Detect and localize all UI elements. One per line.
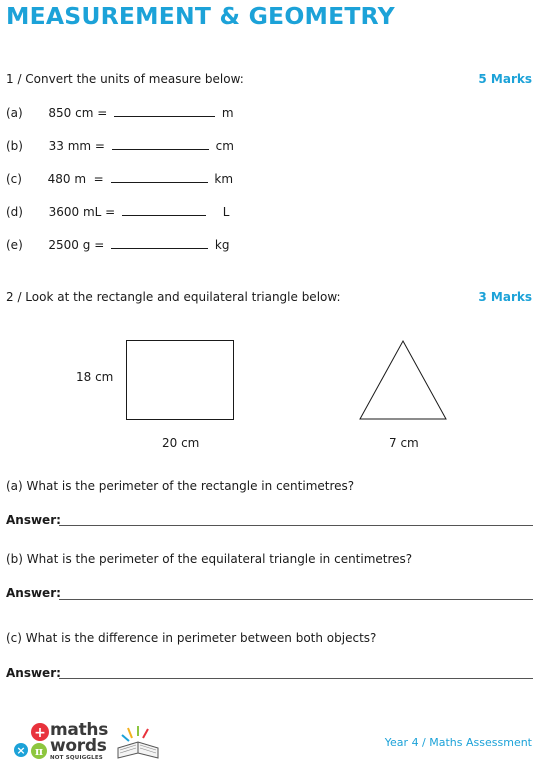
rectangle-height-label: 18 cm	[76, 370, 114, 384]
answer-label-c: Answer:	[6, 666, 61, 680]
maths-words-logo	[10, 722, 160, 764]
svg-text:+: +	[34, 725, 46, 741]
sub-question-c: (c) What is the difference in perimeter between both objects?	[6, 631, 377, 645]
item-expression: 2500 g =	[48, 238, 105, 252]
answer-label-a: Answer:	[6, 513, 61, 527]
conversion-row-d	[6, 204, 229, 219]
sub-question-a: (a) What is the perimeter of the rectangle in centimetres?	[6, 479, 355, 493]
rectangle-width-label: 20 cm	[162, 436, 200, 450]
item-unit: cm	[215, 139, 234, 153]
item-label: (e)	[6, 238, 23, 252]
rectangle-shape	[127, 341, 234, 420]
item-label: (d)	[6, 205, 23, 219]
item-expression: 850 cm =	[48, 106, 108, 120]
answer-blank[interactable]	[111, 237, 208, 249]
conversion-row-c	[6, 171, 233, 186]
answer-line-b[interactable]	[59, 599, 533, 600]
page-title: MEASUREMENT & GEOMETRY	[6, 2, 395, 30]
item-label: (a)	[6, 106, 23, 120]
answer-line-a[interactable]	[59, 525, 533, 526]
item-label: (c)	[6, 172, 22, 186]
question-2-marks: 3 Marks	[478, 290, 532, 304]
answer-blank[interactable]	[122, 204, 206, 216]
question-1-prompt: 1 / Convert the units of measure below:	[6, 72, 244, 86]
answer-blank[interactable]	[114, 105, 215, 117]
footer-assessment-label: Year 4 / Maths Assessment	[384, 736, 532, 749]
equilateral-triangle-shape	[360, 341, 446, 419]
conversion-row-e	[6, 237, 229, 252]
answer-blank[interactable]	[111, 171, 208, 183]
svg-text:π: π	[34, 745, 44, 758]
open-book-icon	[114, 726, 162, 762]
logo-tagline: NOT SQUIGGLES	[50, 755, 103, 761]
item-unit: L	[222, 205, 230, 219]
svg-text:×: ×	[16, 744, 26, 757]
question-2-prompt: 2 / Look at the rectangle and equilateral triangle below:	[6, 290, 341, 304]
item-expression: 3600 mL =	[48, 205, 116, 219]
triangle-side-label: 7 cm	[389, 436, 419, 450]
answer-label-b: Answer:	[6, 586, 61, 600]
item-label: (b)	[6, 139, 23, 153]
answer-line-c[interactable]	[59, 678, 533, 679]
item-expression: 480 m =	[47, 172, 104, 186]
logo-word-maths: maths	[50, 720, 109, 740]
conversion-row-b	[6, 138, 234, 153]
conversion-row-a	[6, 105, 234, 120]
question-1-marks: 5 Marks	[478, 72, 532, 86]
item-unit: kg	[214, 238, 230, 252]
item-unit: km	[214, 172, 234, 186]
item-expression: 33 mm =	[48, 139, 105, 153]
item-unit: m	[221, 106, 234, 120]
answer-blank[interactable]	[112, 138, 209, 150]
logo-word-words: words	[50, 736, 107, 756]
sub-question-b: (b) What is the perimeter of the equilateral triangle in centimetres?	[6, 552, 413, 566]
